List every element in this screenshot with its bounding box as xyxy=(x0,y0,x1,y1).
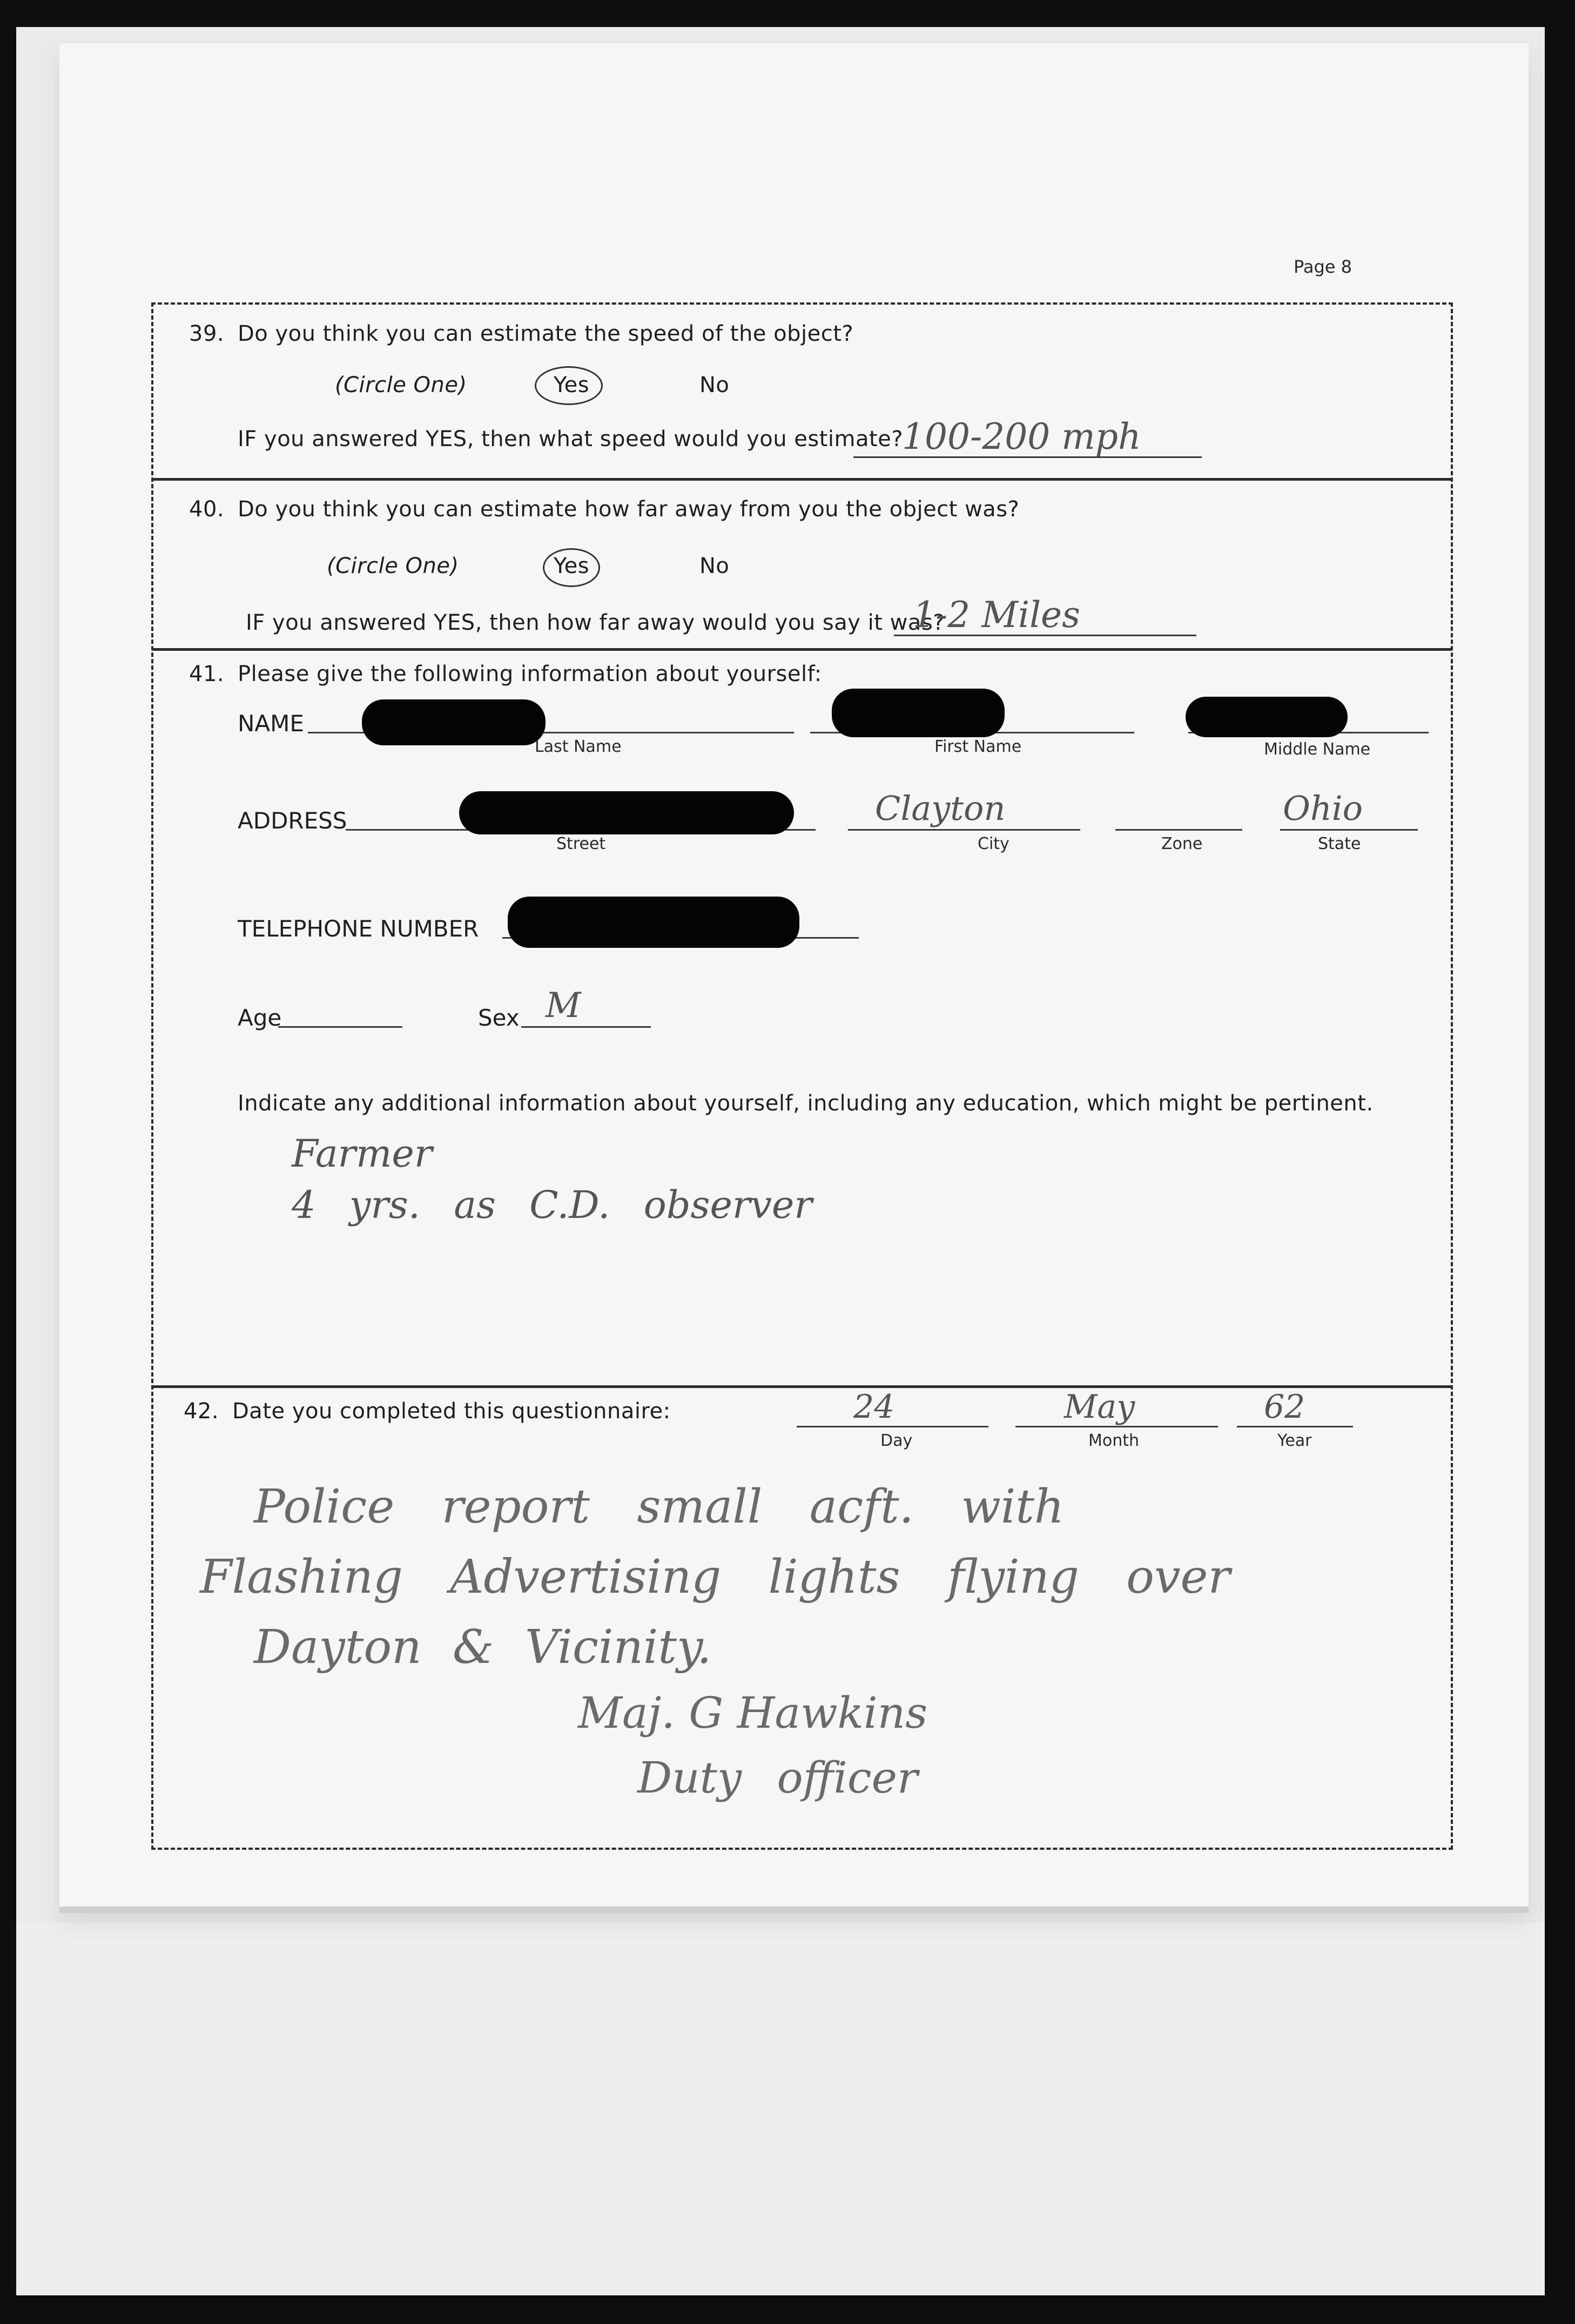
section-divider-39-40 xyxy=(152,478,1452,481)
note-line-3: Dayton & Vicinity. xyxy=(254,1620,712,1674)
additional-info-line-2[interactable]: 4 yrs. as C.D. observer xyxy=(292,1183,812,1227)
no-option[interactable]: No xyxy=(699,373,730,398)
zone-line xyxy=(1115,829,1242,831)
first-name-caption: First Name xyxy=(934,737,1022,756)
no-option[interactable]: No xyxy=(699,554,730,578)
year-value[interactable]: 62 xyxy=(1264,1388,1305,1426)
city-caption: City xyxy=(978,834,1009,853)
month-caption: Month xyxy=(1088,1431,1140,1450)
question-number: 42. xyxy=(184,1399,219,1424)
middle-name-caption: Middle Name xyxy=(1264,740,1371,759)
street-caption: Street xyxy=(556,834,606,853)
sex-value[interactable]: M xyxy=(546,986,581,1026)
telephone-label: TELEPHONE NUMBER xyxy=(238,915,479,942)
page-number: Page 8 xyxy=(1294,257,1352,277)
question-text: Date you completed this questionnaire: xyxy=(232,1399,671,1424)
state-caption: State xyxy=(1318,834,1361,853)
section-divider-40-41 xyxy=(152,648,1452,651)
sex-label: Sex xyxy=(478,1005,520,1031)
question-text: Do you think you can estimate how far away from you the object was? xyxy=(238,497,1020,522)
day-caption: Day xyxy=(880,1431,913,1450)
question-number: 39. xyxy=(189,321,225,346)
scanner-bed-area xyxy=(16,1923,1545,2295)
form-border xyxy=(151,302,1453,1850)
year-line xyxy=(1237,1426,1353,1427)
zone-caption: Zone xyxy=(1161,834,1203,853)
day-line xyxy=(797,1426,988,1427)
additional-info-line-1[interactable]: Farmer xyxy=(292,1131,433,1176)
redacted-telephone xyxy=(508,897,799,948)
last-name-caption: Last Name xyxy=(535,737,622,756)
city-line xyxy=(848,829,1080,831)
note-line-1: Police report small acft. with xyxy=(254,1480,1065,1534)
question-number: 40. xyxy=(189,497,225,522)
state-value[interactable]: Ohio xyxy=(1283,789,1363,828)
yes-option[interactable]: Yes xyxy=(554,373,590,398)
questionnaire-page xyxy=(59,43,1529,1907)
day-value[interactable]: 24 xyxy=(853,1388,895,1426)
distance-answer[interactable]: 1-2 Miles xyxy=(913,594,1080,636)
year-caption: Year xyxy=(1277,1431,1312,1450)
state-line xyxy=(1280,829,1418,831)
sex-line xyxy=(521,1026,651,1028)
month-line xyxy=(1015,1426,1218,1427)
redacted-last-name xyxy=(362,699,546,745)
followup-text: IF you answered YES, then how far away would you say it was? xyxy=(246,610,945,635)
followup-text: IF you answered YES, then what speed would you estimate? xyxy=(238,427,904,452)
question-text: Do you think you can estimate the speed of the object? xyxy=(238,321,854,346)
circle-one-label: (Circle One) xyxy=(335,373,467,398)
age-line[interactable] xyxy=(278,1026,402,1028)
age-label: Age xyxy=(238,1005,282,1031)
section-divider-41-42 xyxy=(152,1385,1452,1388)
redacted-middle-name xyxy=(1186,697,1348,737)
signature: Maj. G Hawkins xyxy=(578,1688,928,1738)
speed-answer[interactable]: 100-200 mph xyxy=(902,416,1141,457)
question-text: Please give the following information about yourself: xyxy=(238,662,822,686)
redacted-first-name xyxy=(832,689,1005,737)
additional-info-prompt: Indicate any additional information about yourself, including any education, which might be pertinent. xyxy=(238,1091,1374,1116)
address-label: ADDRESS xyxy=(238,807,347,834)
city-value[interactable]: Clayton xyxy=(875,789,1006,828)
name-label: NAME xyxy=(238,710,304,737)
duty-officer-title: Duty officer xyxy=(637,1753,918,1803)
month-value[interactable]: May xyxy=(1064,1388,1135,1426)
redacted-street xyxy=(459,791,794,834)
question-number: 41. xyxy=(189,662,225,686)
circle-one-label: (Circle One) xyxy=(327,554,459,578)
yes-option[interactable]: Yes xyxy=(554,554,590,578)
note-line-2: Flashing Advertising lights flying over xyxy=(200,1550,1230,1604)
